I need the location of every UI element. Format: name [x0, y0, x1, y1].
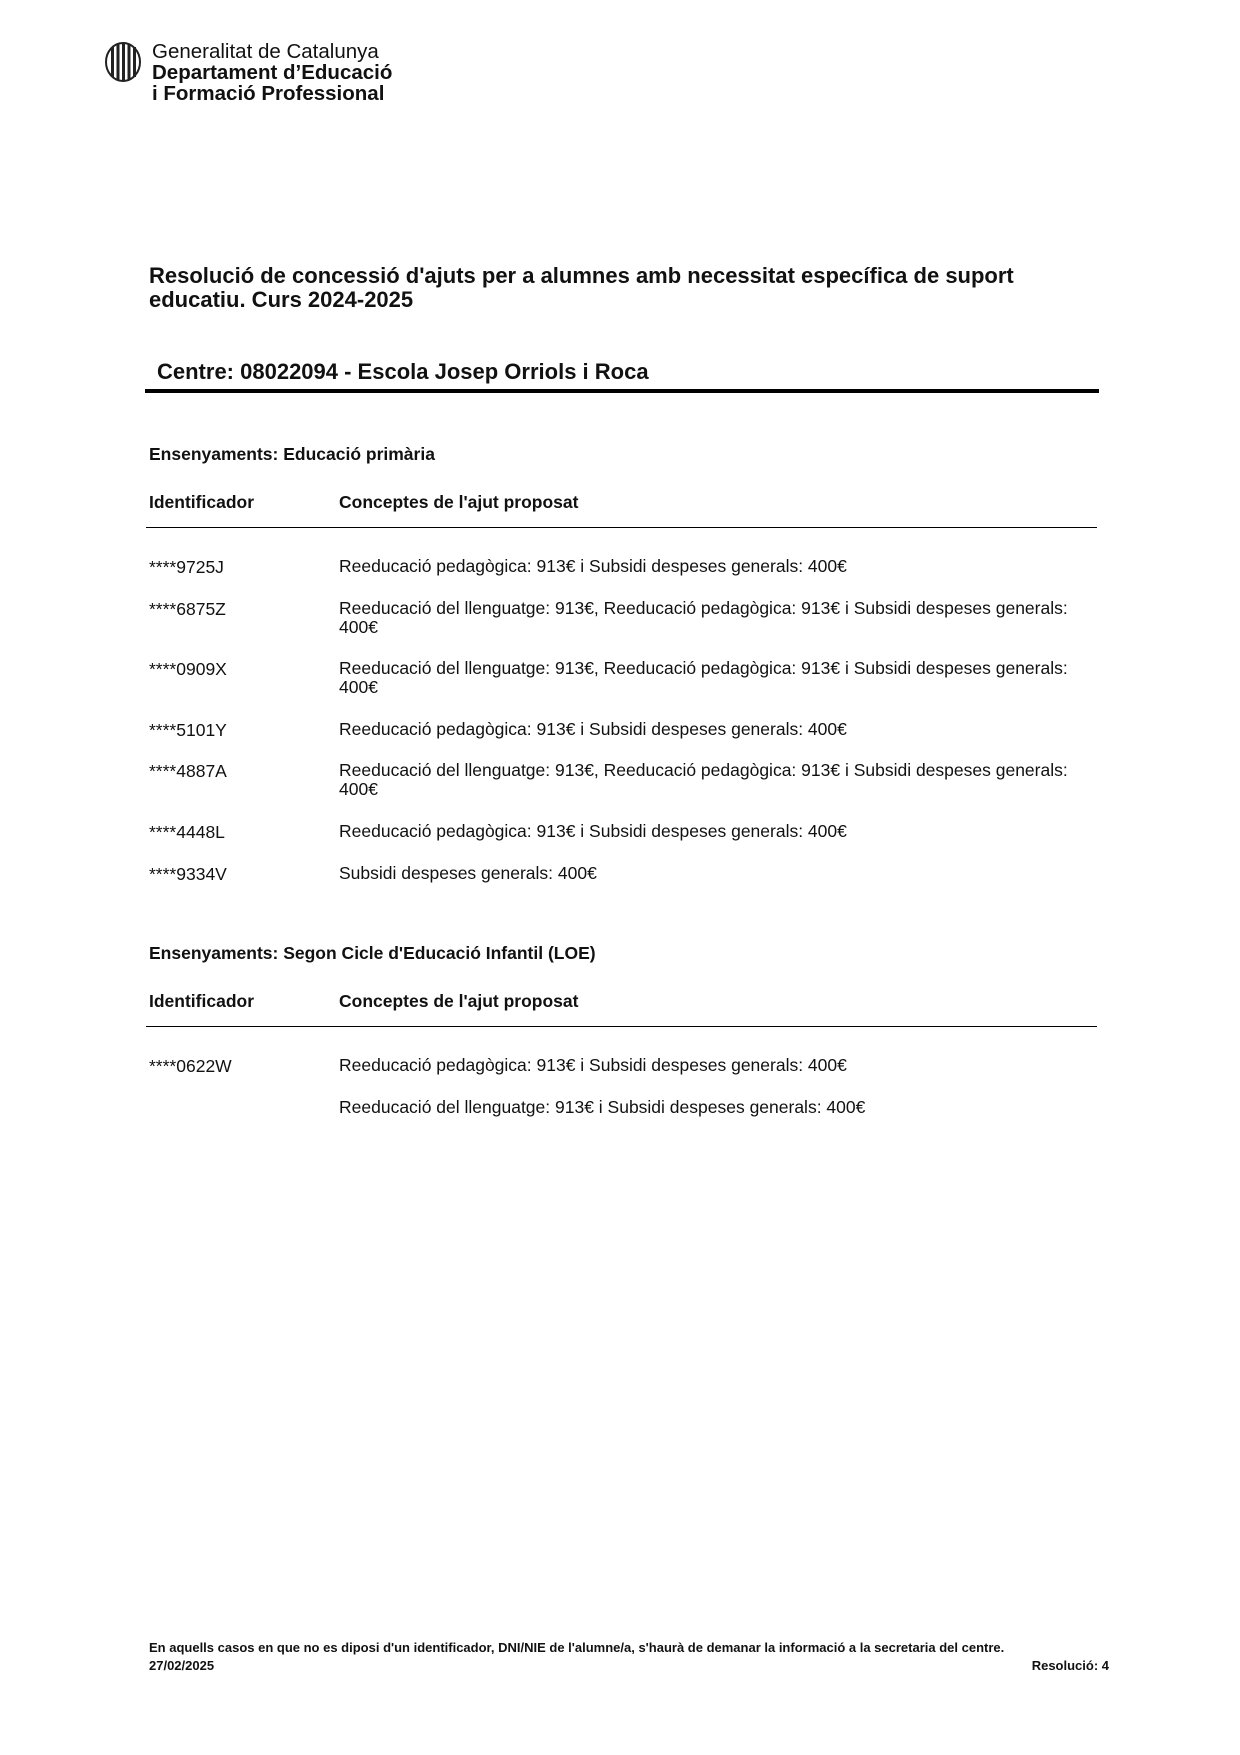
row-concepts: Reeducació del llenguatge: 913€, Reeducació pedagògica: 913€ i Subsidi despeses generals: 400€	[339, 598, 1068, 637]
section-label-primaria: Ensenyaments: Educació primària	[149, 444, 435, 464]
row-identifier: ****6875Z	[149, 599, 226, 619]
footer-date: 27/02/2025	[149, 1658, 215, 1673]
column-header-conceptes: Conceptes de l'ajut proposat	[339, 492, 579, 512]
row-identifier: ****9334V	[149, 864, 227, 884]
centre-divider	[145, 389, 1099, 393]
column-header-conceptes: Conceptes de l'ajut proposat	[339, 991, 579, 1011]
org-line-1: Generalitat de Catalunya	[152, 40, 379, 63]
row-identifier: ****4887A	[149, 761, 227, 781]
row-concepts: Reeducació pedagògica: 913€ i Subsidi despeses generals: 400€	[339, 719, 847, 739]
document-title: Resolució de concessió d'ajuts per a alumnes amb necessitat específica de suport educatiu. Curs 2024-2025	[149, 263, 1014, 312]
column-header-identificador: Identificador	[149, 492, 255, 512]
footer-resolution-number: Resolució: 4	[1031, 1658, 1109, 1673]
row-identifier: ****4448L	[149, 822, 225, 842]
row-concepts: Reeducació pedagògica: 913€ i Subsidi despeses generals: 400€	[339, 821, 847, 841]
row-concepts: Subsidi despeses generals: 400€	[339, 863, 597, 883]
table-header-divider	[146, 527, 1097, 528]
org-name	[152, 41, 392, 104]
centre-heading: Centre: 08022094 - Escola Josep Orriols i Roca	[157, 359, 649, 384]
generalitat-emblem-icon	[104, 41, 142, 83]
row-identifier: ****0909X	[149, 659, 227, 679]
row-identifier: ****0622W	[149, 1056, 232, 1076]
footer-note: En aquells casos en que no es diposi d'un identificador, DNI/NIE de l'alumne/a, s'haurà de demanar la informació a la secretaria del centre.	[149, 1640, 1005, 1655]
org-line-3: i Formació Professional	[152, 82, 385, 105]
column-header-identificador: Identificador	[149, 991, 255, 1011]
row-identifier: ****5101Y	[149, 720, 227, 740]
row-concepts: Reeducació del llenguatge: 913€, Reeducació pedagògica: 913€ i Subsidi despeses generals: 400€	[339, 658, 1068, 697]
table-header-divider	[146, 1026, 1097, 1027]
org-line-2: Departament d’Educació	[152, 61, 393, 84]
row-concepts: Reeducació del llenguatge: 913€, Reeducació pedagògica: 913€ i Subsidi despeses generals: 400€	[339, 760, 1068, 799]
section-label-infantil: Ensenyaments: Segon Cicle d'Educació Infantil (LOE)	[149, 943, 596, 963]
header-logo	[104, 41, 392, 104]
row-concepts: Reeducació pedagògica: 913€ i Subsidi despeses generals: 400€	[339, 1055, 847, 1075]
row-concepts: Reeducació pedagògica: 913€ i Subsidi despeses generals: 400€	[339, 556, 847, 576]
row-concepts: Reeducació del llenguatge: 913€ i Subsidi despeses generals: 400€	[339, 1097, 866, 1117]
row-identifier: ****9725J	[149, 557, 224, 577]
